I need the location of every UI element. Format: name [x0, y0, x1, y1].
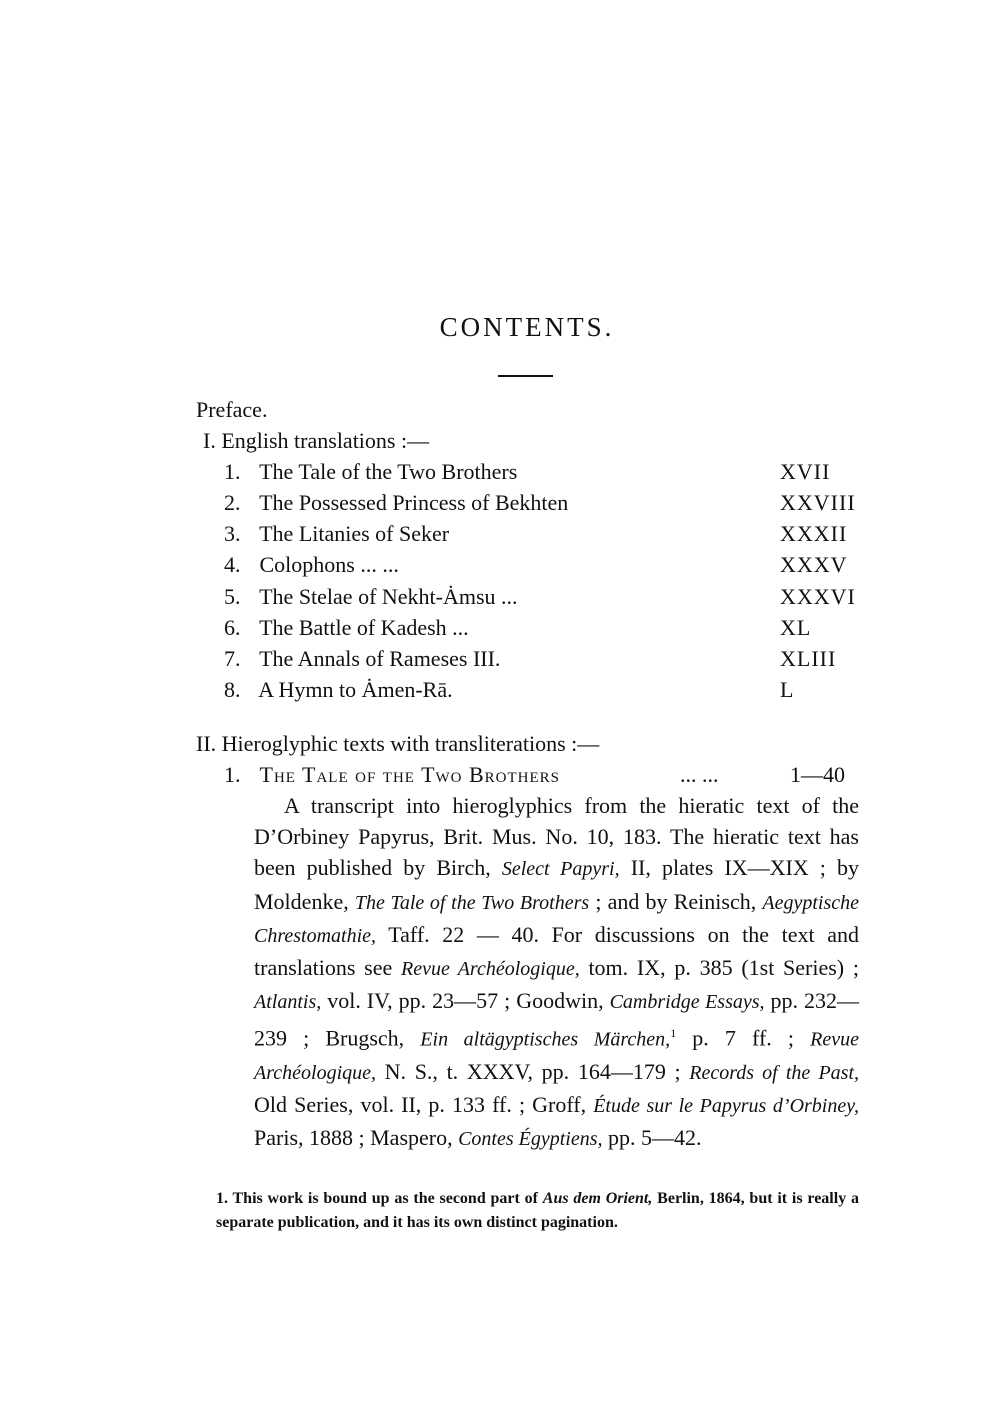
toc-entry-section-2	[224, 760, 560, 790]
footnote-marker: 1	[670, 1026, 677, 1041]
description-text: N. S., t. XXXV, pp. 164—179 ;	[376, 1058, 690, 1084]
toc-entry-page: XLIII	[780, 646, 837, 671]
citation-title: Aegyptische Chrestomathie,	[254, 891, 860, 947]
toc-entry-title: The Battle of Kadesh ...	[259, 615, 469, 640]
citation-title: Ein altägyptisches Märchen,	[420, 1028, 671, 1051]
description-text: ; and by Reinisch,	[589, 888, 763, 914]
toc-entry	[224, 582, 518, 612]
citation-title: Cambridge Essays,	[609, 991, 765, 1014]
footnote	[216, 1187, 859, 1235]
section-2-heading	[196, 729, 599, 759]
toc-entry-number: 2.	[224, 490, 241, 515]
citation-title: Aus dem Orient,	[542, 1190, 653, 1207]
heading-rule	[498, 375, 553, 377]
toc-entry-title: The Possessed Princess of Bekhten	[259, 490, 569, 515]
toc-entry-number: 3.	[224, 521, 241, 546]
citation-title: Revue Archéologique,	[254, 1028, 859, 1084]
toc-entry-number: 1.	[224, 459, 241, 484]
toc-entry-number: 1.	[224, 762, 241, 787]
toc-entry	[224, 644, 500, 674]
citation-title: Revue Archéologique,	[400, 958, 580, 981]
citation-title: Select Papyri,	[501, 858, 620, 881]
citation-title: Contes Égyptiens,	[458, 1128, 603, 1151]
footnote-text: Berlin, 1864, but it is really a separate publication, and it has its own distinct pagination.	[216, 1190, 859, 1231]
description-text: Paris, 1888 ; Maspero,	[254, 1125, 459, 1151]
toc-entry-page: XXXV	[780, 552, 848, 577]
citation-title: Records of the Past,	[689, 1061, 860, 1084]
toc-entry-title: The Tale of the Two Brothers	[259, 459, 518, 484]
description-text: A transcript into hieroglyphics from the hieratic text of the D’Orbiney Papyrus, Brit. Mus. No. 10, 183. The hieratic text has been published by Birch,	[254, 793, 859, 881]
toc-entry-title: The Tale of the Two Brothers	[259, 762, 561, 787]
description-text: vol. IV, pp. 23—57 ; Goodwin,	[321, 988, 610, 1014]
description-text: Old Series, vol. II, p. 133 ff. ; Groff,	[254, 1092, 594, 1118]
toc-entry	[224, 550, 399, 580]
section-1-numeral: I.	[203, 428, 216, 453]
toc-entry-number: 6.	[224, 615, 241, 640]
toc-entry	[224, 613, 469, 643]
toc-entry	[224, 675, 453, 705]
description-text: tom. IX, p. 385 (1st Series) ;	[579, 955, 859, 981]
page-heading: CONTENTS.	[439, 312, 615, 342]
citation-title: The Tale of the Two Brothers	[354, 891, 590, 914]
section-1-heading	[203, 426, 429, 456]
toc-entry-title: A Hymn to Ȧmen-Rā.	[258, 677, 453, 702]
entry-description	[254, 790, 859, 1156]
toc-entry-number: 7.	[224, 646, 241, 671]
toc-entry-number: 4.	[224, 552, 241, 577]
preface-entry: Preface.	[196, 397, 268, 422]
description-text: p. 7 ff. ;	[676, 1025, 811, 1051]
section-1-title: English translations :—	[221, 428, 430, 453]
toc-entry	[224, 519, 449, 549]
section-2-title: Hieroglyphic texts with transliterations :—	[221, 731, 600, 756]
toc-entry-page: 1—40	[790, 762, 845, 787]
toc-entry-number: 5.	[224, 584, 241, 609]
toc-entry-page: XXXVI	[780, 584, 856, 609]
toc-entry-title: Colophons ... ...	[259, 552, 399, 577]
toc-entry-page: XVII	[780, 459, 831, 484]
footnote-text: 1. This work is bound up as the second part of	[216, 1190, 543, 1207]
toc-entry-title: The Stelae of Nekht-Ȧmsu ...	[259, 584, 518, 609]
toc-entry-page: L	[780, 677, 795, 702]
description-text: pp. 232—239 ; Brugsch,	[254, 988, 859, 1051]
description-text: II, plates IX—XIX ; by Moldenke,	[254, 855, 859, 914]
toc-entry	[224, 457, 517, 487]
toc-entry-page: XXXII	[780, 521, 848, 546]
section-2-numeral: II.	[196, 731, 217, 756]
description-text: Taff. 22 — 40. For discussions on the text and translations see	[254, 921, 859, 981]
citation-title: Étude sur le Papyrus d’Orbiney,	[593, 1095, 859, 1118]
toc-entry	[224, 488, 568, 518]
toc-entry-title: The Litanies of Seker	[259, 521, 450, 546]
toc-entry-title: The Annals of Rameses III.	[259, 646, 501, 671]
toc-entry-page: XXVIII	[780, 490, 856, 515]
description-text: pp. 5—42.	[602, 1125, 702, 1151]
toc-entry-leader-dots: ... ...	[680, 762, 719, 787]
citation-title: Atlantis,	[254, 991, 322, 1014]
toc-entry-number: 8.	[224, 677, 241, 702]
toc-entry-page: XL	[780, 615, 812, 640]
